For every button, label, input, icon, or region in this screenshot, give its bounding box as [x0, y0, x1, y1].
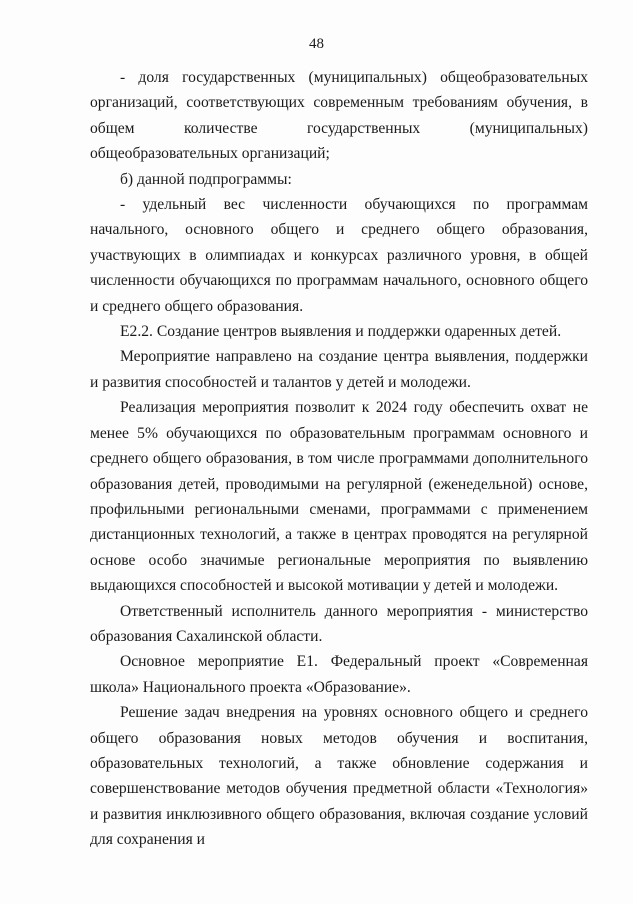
paragraph: Мероприятие направлено на создание центра выявления, поддержки и развития способностей и талантов у детей и молодежи.: [90, 348, 588, 391]
paragraph: б) данной подпрограммы:: [120, 170, 292, 188]
paragraph: Ответственный исполнитель данного мероприятия - министерство образования Сахалинской области.: [90, 602, 588, 645]
section-heading: Е2.2. Создание центров выявления и поддержки одаренных детей.: [120, 323, 562, 341]
document-body: [90, 65, 588, 853]
page-number: 48: [309, 36, 324, 52]
paragraph: - удельный вес численности обучающихся по программам начального, основного общего и среднего общего образования, участвующих в олимпиадах и конкурсах различного уровня, в общей численности обучающихся по программам начального, основного общего и среднего общего образования.: [90, 196, 588, 315]
paragraph: Реализация мероприятия позволит к 2024 году обеспечить охват не менее 5% обучающихся по образовательным программам основного и среднего общего образования, в том числе программами дополнительного образования детей, проводимыми на регулярной (еженедельной) основе, профильными региональными сменами, программами с применением дистанционных технологий, а также в центрах проводятся на регулярной основе особо значимые региональные мероприятия по выявлению выдающихся способностей и высокой мотивации у детей и молодежи.: [90, 399, 588, 595]
paragraph: Решение задач внедрения на уровнях основного общего и среднего общего образования новых методов обучения и воспитания, образовательных технологий, а также обновление содержания и совершенствование методов обучения предметной области «Технология» и развития инклюзивного общего образования, включая создание условий для сохранения и: [90, 704, 588, 849]
paragraph: - доля государственных (муниципальных) общеобразовательных организаций, соответствующих современным требованиям обучения, в общем количестве государственных (муниципальных) общеобразовательных организаций;: [90, 69, 588, 163]
paragraph: Основное мероприятие Е1. Федеральный проект «Современная школа» Национального проекта «Образование».: [90, 653, 588, 696]
